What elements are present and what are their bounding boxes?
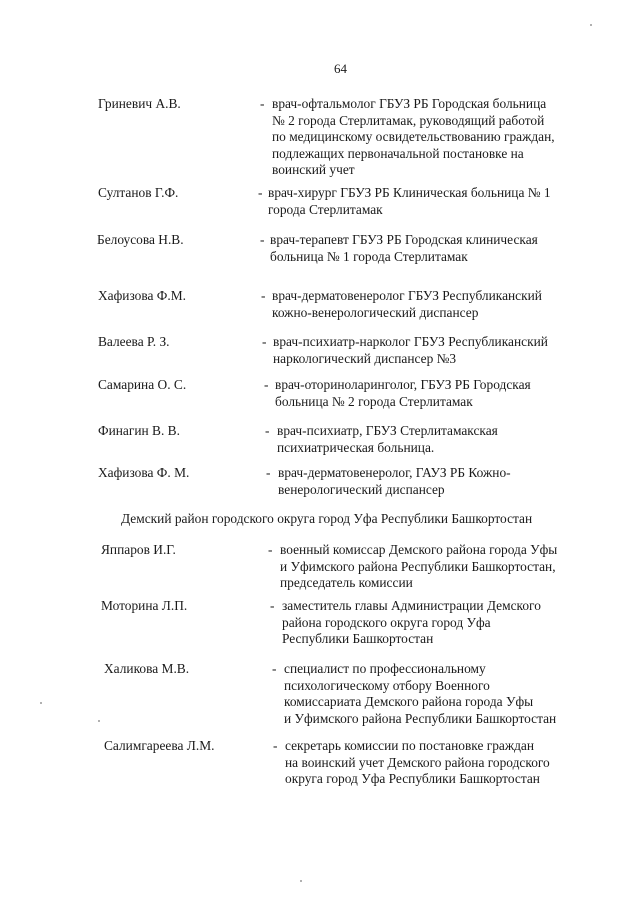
dash-separator: - [268,542,273,557]
member-name: Яппаров И.Г. [101,542,176,557]
member-name: Самарина О. С. [98,377,187,392]
dash-separator: - [266,465,271,480]
dash-separator: - [273,738,278,753]
member-name: Моторина Л.П. [101,598,188,613]
dash-separator: - [270,598,275,613]
member-position: врач-терапевт ГБУЗ РБ Городская клиническая больница № 1 города Стерлитамак [270,232,538,264]
dash-separator: - [260,232,265,247]
scan-speck [300,880,302,882]
dash-separator: - [272,661,277,676]
member-entry [0,465,640,545]
member-position: специалист по профессиональному психологическому отбору Военного комиссариата Демского района города Уфы и Уфимского района Республики Башкортостан [284,661,557,726]
member-name: Хафизова Ф.М. [98,288,186,303]
member-position: врач-психиатр-нарколог ГБУЗ Республиканский наркологический диспансер №3 [273,334,548,366]
member-position: врач-офтальмолог ГБУЗ РБ Городская больница № 2 города Стерлитамак, руководящий работой по медицинскому освидетельствованию граждан, подлежащих первоначальной постановке на воинский учет [272,96,555,177]
page-number: 64 [334,61,347,76]
member-name: Султанов Г.Ф. [98,185,179,200]
member-position: врач-хирург ГБУЗ РБ Клиническая больница № 1 города Стерлитамак [268,185,551,217]
member-name: Салимгареева Л.М. [104,738,215,753]
dash-separator: - [262,334,267,349]
dash-separator: - [260,96,265,111]
dash-separator: - [265,423,270,438]
member-name: Финагин В. В. [98,423,180,438]
section-heading: Демский район городского округа город Уфа Республики Башкортостан [121,511,533,526]
member-entry [0,661,640,741]
member-name: Гриневич А.В. [98,96,181,111]
member-position: секретарь комиссии по постановке граждан на воинский учет Демского района городского округа город Уфа Республики Башкортостан [285,738,550,786]
scan-speck [98,720,100,722]
member-position: врач-дерматовенеролог, ГАУЗ РБ Кожно- венерологический диспансер [278,465,511,497]
scan-speck [590,24,592,26]
member-entry [0,738,640,818]
member-entry [0,96,640,176]
dash-separator: - [261,288,266,303]
member-name: Валеева Р. З. [98,334,170,349]
dash-separator: - [264,377,269,392]
member-position: врач-психиатр, ГБУЗ Стерлитамакская психиатрическая больница. [277,423,498,455]
member-position: врач-дерматовенеролог ГБУЗ Республиканский кожно-венерологический диспансер [272,288,542,320]
dash-separator: - [258,185,263,200]
member-name: Халикова М.В. [104,661,190,676]
member-position: военный комиссар Демского района города Уфы и Уфимского района Республики Башкортостан, председатель комиссии [280,542,558,590]
member-name: Белоусова Н.В. [97,232,184,247]
member-position: врач-оториноларинголог, ГБУЗ РБ Городская больница № 2 города Стерлитамак [275,377,531,409]
member-name: Хафизова Ф. М. [98,465,190,480]
member-position: заместитель главы Администрации Демского района городского округа город Уфа Республики Башкортостан [282,598,541,646]
scan-speck [40,702,42,704]
